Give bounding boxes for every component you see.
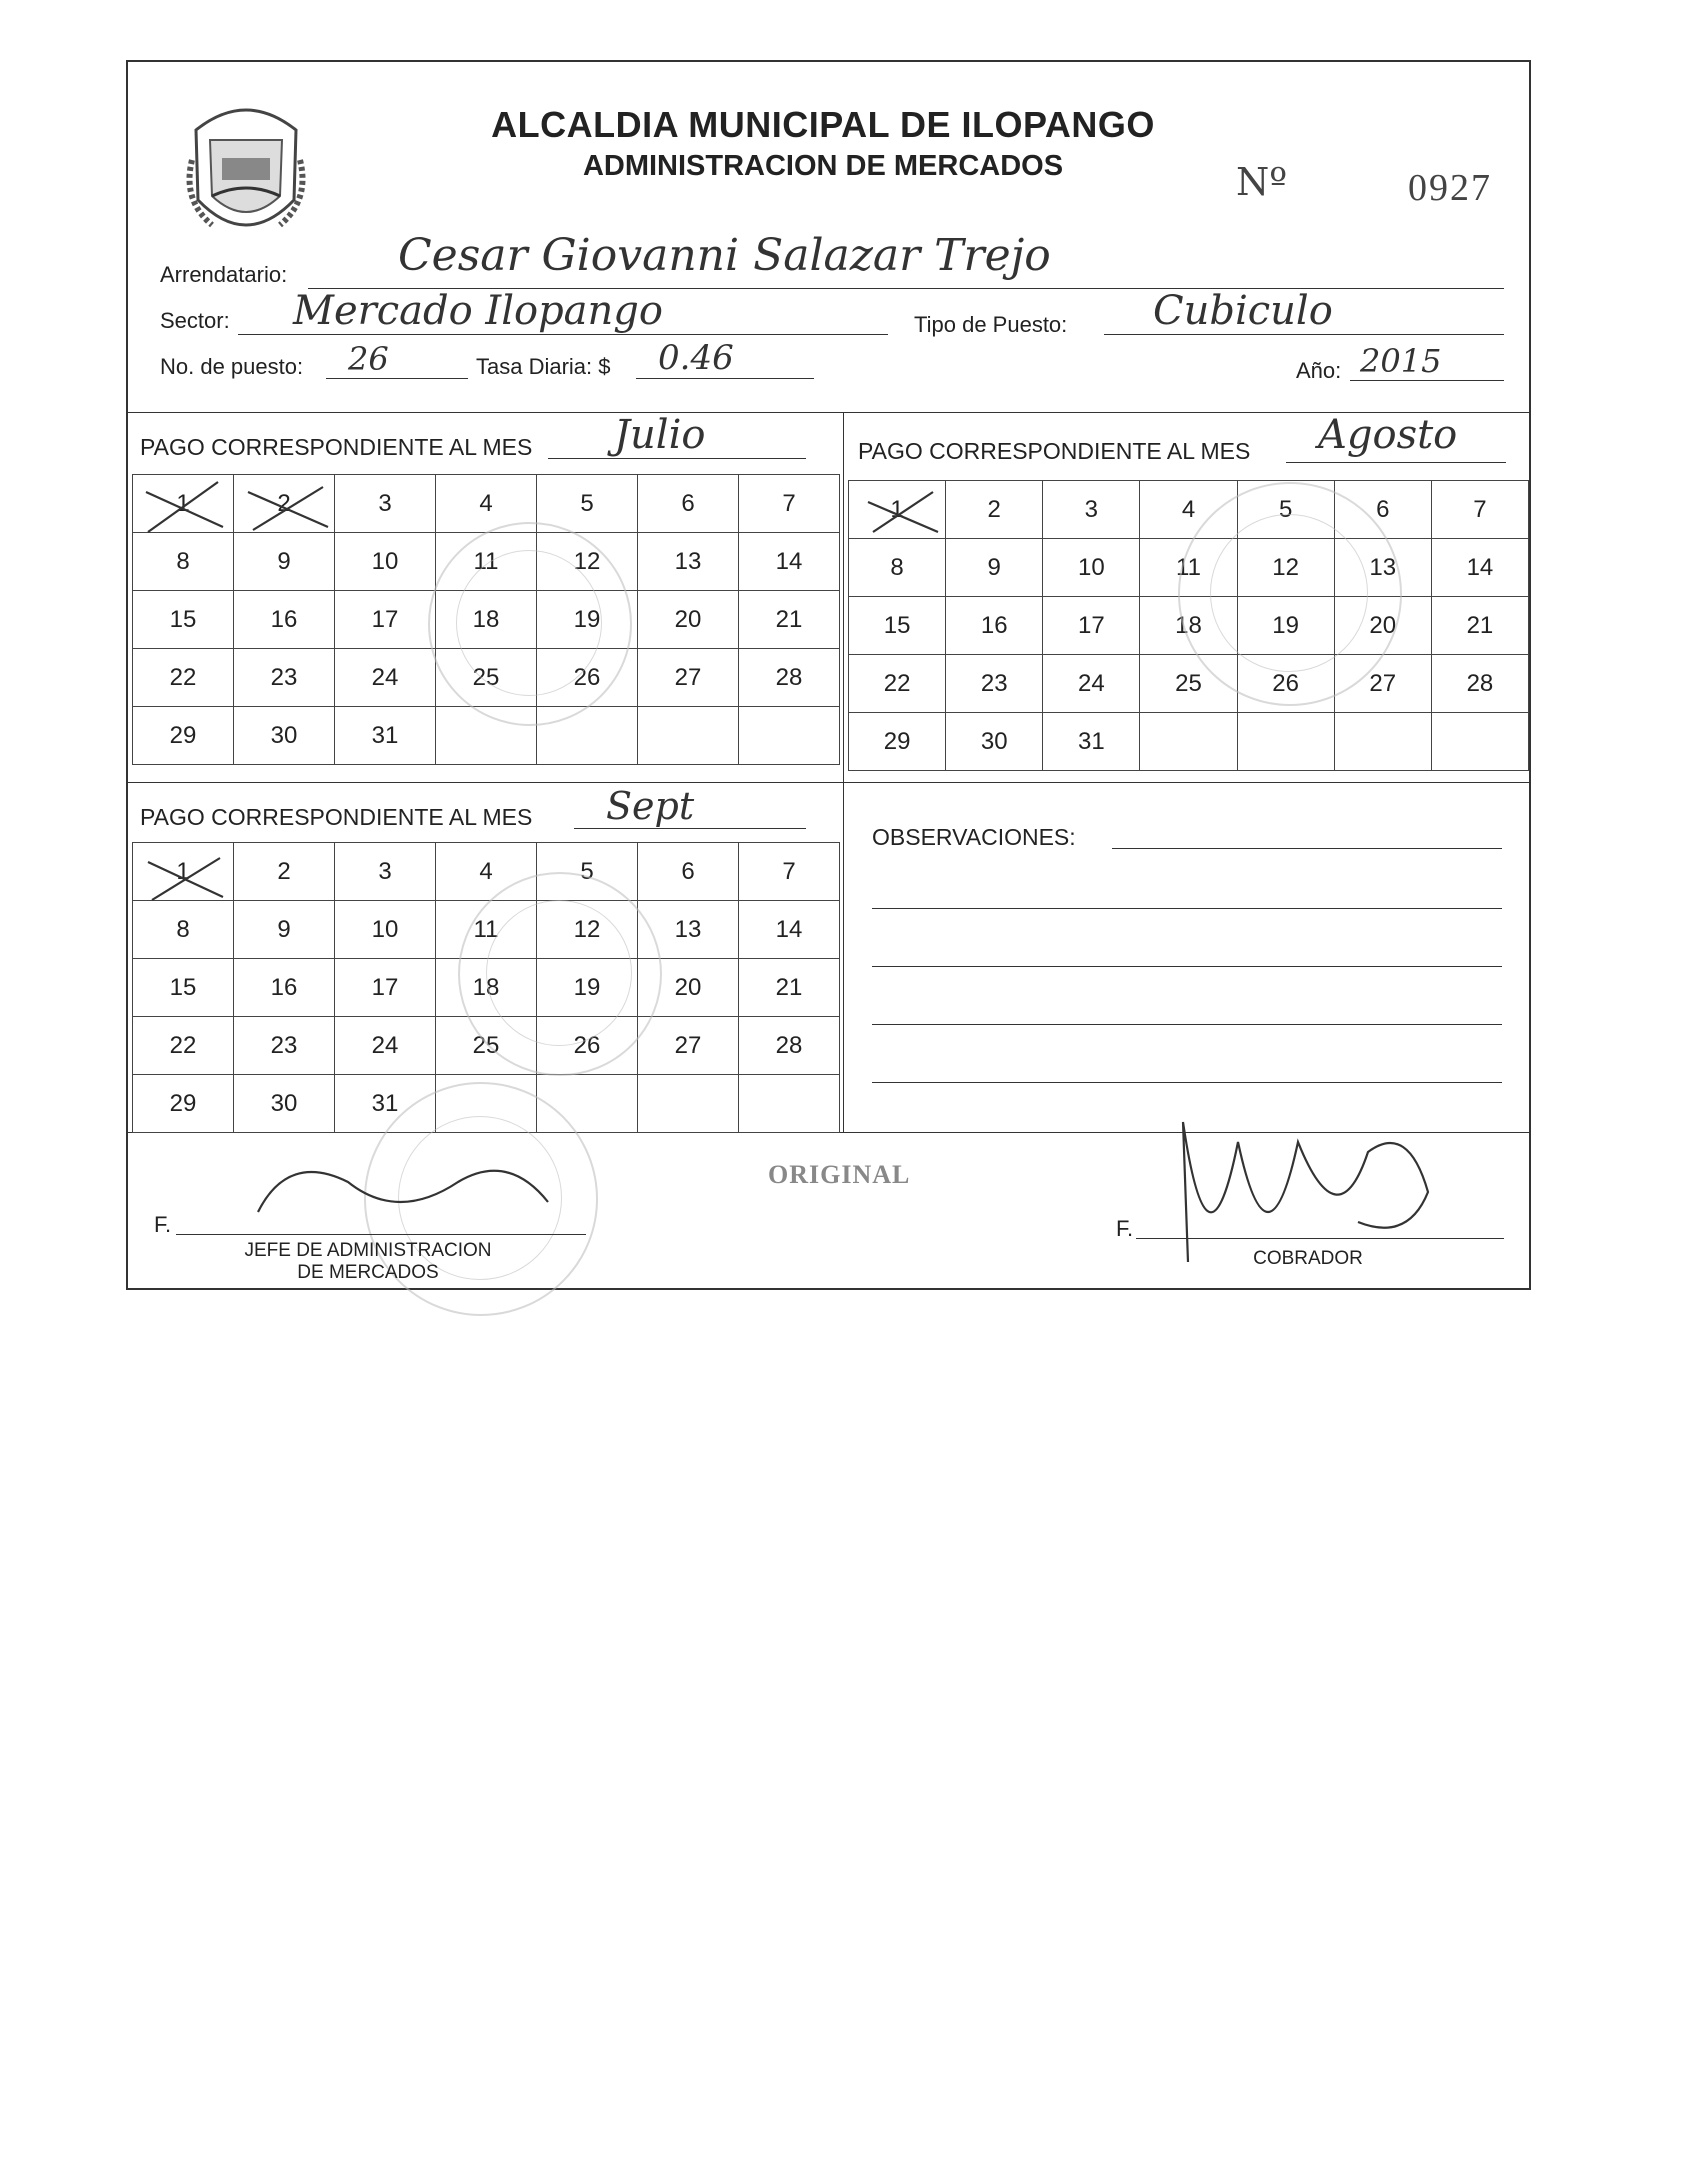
day-cell: 18 [436, 959, 537, 1017]
day-cell: 6 [638, 843, 739, 901]
day-cell: 17 [335, 959, 436, 1017]
day-cell: 18 [1140, 597, 1237, 655]
stamp-mark [458, 872, 662, 1076]
month-label-2: PAGO CORRESPONDIENTE AL MES [858, 438, 1251, 464]
jefe-label-line1: JEFE DE ADMINISTRACION [244, 1240, 492, 1261]
day-cell: 30 [946, 713, 1043, 771]
day-cell: 14 [1431, 539, 1528, 597]
day-cell: 15 [849, 597, 946, 655]
day-cell: 4 [436, 475, 537, 533]
sector-value: Mercado Ilopango [293, 288, 663, 334]
day-cell: 31 [1043, 713, 1140, 771]
number-label: Nº [1236, 160, 1288, 204]
day-cell: 25 [1140, 655, 1237, 713]
anio-line [1350, 380, 1504, 381]
day-cell: 23 [234, 1017, 335, 1075]
anio-label: Año: [1296, 358, 1342, 383]
day-cell: 24 [1043, 655, 1140, 713]
arrendatario-label: Arrendatario: [160, 262, 288, 287]
day-cell: 2 [234, 843, 335, 901]
day-cell [638, 707, 739, 765]
signature-line-jefe [176, 1234, 586, 1235]
puesto-line [326, 378, 468, 379]
day-cell: 12 [537, 533, 638, 591]
day-cell: 24 [335, 649, 436, 707]
puesto-value: 26 [348, 340, 389, 378]
day-cell: 22 [133, 649, 234, 707]
day-cell: 16 [234, 959, 335, 1017]
day-cell: 28 [739, 649, 840, 707]
month-value-2: Agosto [1318, 412, 1458, 458]
day-cell: 4 [436, 843, 537, 901]
day-cell: 1 [133, 843, 234, 901]
tipo-line [1104, 334, 1504, 335]
arrendatario-value: Cesar Giovanni Salazar Trejo [398, 230, 1051, 281]
day-cell: 30 [234, 707, 335, 765]
day-cell: 3 [335, 475, 436, 533]
sector-line [238, 334, 888, 335]
day-cell: 20 [638, 591, 739, 649]
day-cell: 1 [849, 481, 946, 539]
day-cell: 4 [1140, 481, 1237, 539]
grid-row [849, 713, 1529, 771]
cobrador-label: COBRADOR [1253, 1248, 1363, 1269]
payment-card [126, 60, 1531, 1290]
f-left-label: F. [154, 1212, 172, 1237]
puesto-label: No. de puesto: [160, 354, 304, 379]
day-cell [739, 1075, 840, 1133]
day-cell: 11 [1140, 539, 1237, 597]
office-subtitle: ADMINISTRACION DE MERCADOS [582, 150, 1064, 182]
grid-row [133, 475, 840, 533]
day-cell: 20 [1334, 597, 1431, 655]
tipo-value: Cubiculo [1153, 288, 1333, 334]
day-cell: 5 [1237, 481, 1334, 539]
day-cell: 10 [335, 901, 436, 959]
day-cell: 10 [335, 533, 436, 591]
day-cell: 12 [1237, 539, 1334, 597]
day-cell: 12 [537, 901, 638, 959]
day-cell: 8 [133, 533, 234, 591]
day-cell: 29 [133, 707, 234, 765]
tipo-label: Tipo de Puesto: [914, 312, 1068, 337]
day-cell: 7 [739, 843, 840, 901]
day-cell: 1 [133, 475, 234, 533]
day-cell: 27 [638, 649, 739, 707]
day-cell: 30 [234, 1075, 335, 1133]
month-line-2 [1286, 462, 1506, 463]
day-cell: 31 [335, 1075, 436, 1133]
day-cell: 5 [537, 475, 638, 533]
day-cell: 14 [739, 533, 840, 591]
grid-row [849, 655, 1529, 713]
day-cell: 25 [436, 649, 537, 707]
municipality-title: ALCALDIA MUNICIPAL DE ILOPANGO [491, 104, 1155, 145]
day-cell: 3 [335, 843, 436, 901]
day-cell: 19 [537, 591, 638, 649]
month-value-1: Julio [614, 412, 706, 458]
sector-label: Sector: [160, 308, 230, 333]
grid-row [133, 843, 840, 901]
day-cell [739, 707, 840, 765]
receipt-number: 0927 [1408, 167, 1492, 209]
day-cell: 8 [849, 539, 946, 597]
month-label-1: PAGO CORRESPONDIENTE AL MES [140, 434, 533, 460]
day-cell: 23 [946, 655, 1043, 713]
day-cell: 19 [1237, 597, 1334, 655]
month-value-3: Sept [606, 784, 695, 828]
section-divider-middle [128, 782, 1529, 783]
day-cell: 13 [638, 901, 739, 959]
day-cell: 22 [133, 1017, 234, 1075]
observaciones-label: OBSERVACIONES: [872, 824, 1076, 850]
day-cell: 19 [537, 959, 638, 1017]
day-cell: 27 [638, 1017, 739, 1075]
day-cell: 13 [1334, 539, 1431, 597]
jefe-label-line2: DE MERCADOS [297, 1262, 439, 1283]
day-cell: 22 [849, 655, 946, 713]
day-cell: 9 [946, 539, 1043, 597]
tasa-label: Tasa Diaria: $ [476, 354, 611, 379]
day-cell: 8 [133, 901, 234, 959]
day-cell [1431, 713, 1528, 771]
tasa-line [636, 378, 814, 379]
anio-value: 2015 [1360, 342, 1442, 380]
day-cell: 17 [335, 591, 436, 649]
month-line-3 [574, 828, 806, 829]
day-cell [638, 1075, 739, 1133]
day-cell: 26 [1237, 655, 1334, 713]
month-line-1 [548, 458, 806, 459]
day-cell: 7 [739, 475, 840, 533]
day-cell: 21 [739, 959, 840, 1017]
obs-line-4 [872, 1024, 1502, 1025]
day-cell: 20 [638, 959, 739, 1017]
stamp-mark [428, 522, 632, 726]
obs-line-2 [872, 908, 1502, 909]
day-cell: 18 [436, 591, 537, 649]
day-cell: 24 [335, 1017, 436, 1075]
day-cell: 7 [1431, 481, 1528, 539]
day-cell: 29 [133, 1075, 234, 1133]
day-cell: 21 [739, 591, 840, 649]
section-divider-vertical [843, 412, 844, 1132]
day-cell: 29 [849, 713, 946, 771]
day-cell: 3 [1043, 481, 1140, 539]
day-cell: 16 [946, 597, 1043, 655]
jefe-label [228, 1240, 508, 1284]
day-cell: 31 [335, 707, 436, 765]
day-cell: 21 [1431, 597, 1528, 655]
cobrador-signature [1183, 1122, 1428, 1262]
day-cell: 15 [133, 959, 234, 1017]
day-cell: 9 [234, 901, 335, 959]
original-watermark: ORIGINAL [768, 1160, 911, 1189]
day-cell: 5 [537, 843, 638, 901]
day-cell: 15 [133, 591, 234, 649]
day-cell: 2 [946, 481, 1043, 539]
stamp-mark [1178, 482, 1402, 706]
month-label-3: PAGO CORRESPONDIENTE AL MES [140, 804, 533, 830]
day-cell: 6 [638, 475, 739, 533]
day-cell: 16 [234, 591, 335, 649]
day-cell [1334, 713, 1431, 771]
day-cell: 28 [1431, 655, 1528, 713]
day-cell: 14 [739, 901, 840, 959]
day-cell: 26 [537, 649, 638, 707]
day-cell: 28 [739, 1017, 840, 1075]
day-cell [1140, 713, 1237, 771]
day-cell: 9 [234, 533, 335, 591]
municipal-seal [182, 100, 310, 248]
day-cell: 27 [1334, 655, 1431, 713]
day-cell: 13 [638, 533, 739, 591]
tasa-value: 0.46 [658, 338, 734, 378]
day-cell: 17 [1043, 597, 1140, 655]
day-cell: 11 [436, 901, 537, 959]
day-cell: 6 [1334, 481, 1431, 539]
day-cell: 10 [1043, 539, 1140, 597]
obs-line-1 [1112, 848, 1502, 849]
day-cell [1237, 713, 1334, 771]
f-right-label: F. [1116, 1216, 1134, 1241]
day-cell: 2 [234, 475, 335, 533]
obs-line-3 [872, 966, 1502, 967]
signature-line-cobrador [1136, 1238, 1504, 1239]
grid-row [849, 481, 1529, 539]
obs-line-5 [872, 1082, 1502, 1083]
day-cell: 26 [537, 1017, 638, 1075]
day-cell: 25 [436, 1017, 537, 1075]
day-cell: 11 [436, 533, 537, 591]
day-cell: 23 [234, 649, 335, 707]
